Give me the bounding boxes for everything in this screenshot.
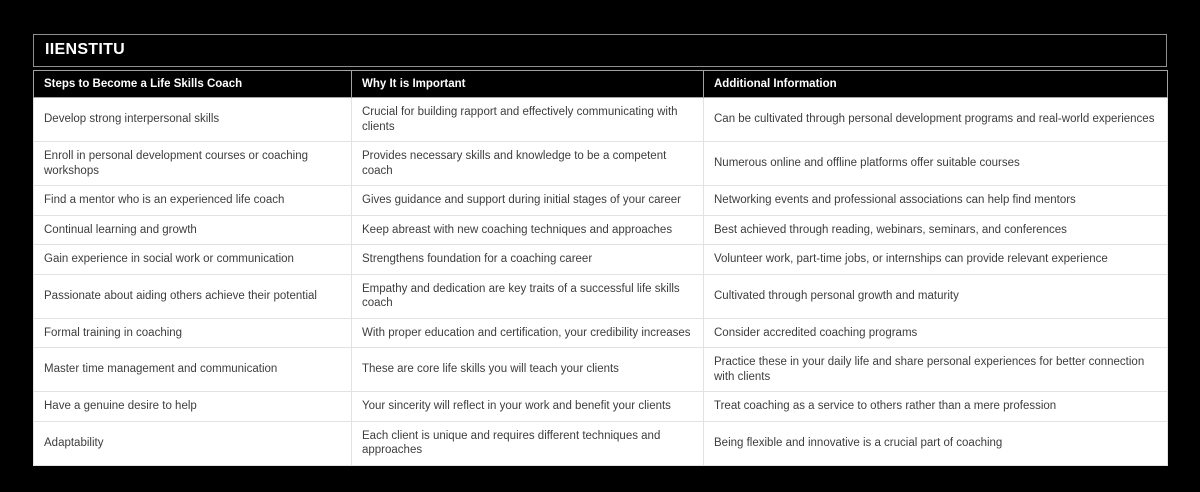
- table-row: [34, 142, 1168, 186]
- column-header-why-important: Why It is Important: [352, 71, 704, 98]
- table-cell: Passionate about aiding others achieve their potential: [34, 274, 352, 318]
- table-cell: Volunteer work, part-time jobs, or internships can provide relevant experience: [704, 245, 1168, 275]
- table-cell: Keep abreast with new coaching techniques and approaches: [352, 215, 704, 245]
- table-row: [34, 215, 1168, 245]
- table-row: [34, 98, 1168, 142]
- table-body: [34, 98, 1168, 466]
- table-row: [34, 348, 1168, 392]
- table-cell: With proper education and certification, your credibility increases: [352, 318, 704, 348]
- table-cell: Each client is unique and requires different techniques and approaches: [352, 421, 704, 465]
- table-row: [34, 186, 1168, 216]
- table-cell: Develop strong interpersonal skills: [34, 98, 352, 142]
- life-skills-coach-table: [33, 70, 1168, 466]
- table-cell: Strengthens foundation for a coaching career: [352, 245, 704, 275]
- table-cell: Provides necessary skills and knowledge to be a competent coach: [352, 142, 704, 186]
- table-cell: Have a genuine desire to help: [34, 392, 352, 422]
- table-cell: Being flexible and innovative is a crucial part of coaching: [704, 421, 1168, 465]
- table-cell: Practice these in your daily life and share personal experiences for better connection with clients: [704, 348, 1168, 392]
- table-card: [33, 34, 1167, 466]
- table-cell: Numerous online and offline platforms offer suitable courses: [704, 142, 1168, 186]
- column-header-steps: Steps to Become a Life Skills Coach: [34, 71, 352, 98]
- table-cell: These are core life skills you will teach your clients: [352, 348, 704, 392]
- table-cell: Cultivated through personal growth and maturity: [704, 274, 1168, 318]
- brand-title: IIENSTITU: [45, 41, 126, 58]
- table-cell: Networking events and professional associations can help find mentors: [704, 186, 1168, 216]
- column-header-additional-info: Additional Information: [704, 71, 1168, 98]
- table-cell: Best achieved through reading, webinars, seminars, and conferences: [704, 215, 1168, 245]
- table-row: [34, 318, 1168, 348]
- table-row: [34, 274, 1168, 318]
- table-cell: Empathy and dedication are key traits of a successful life skills coach: [352, 274, 704, 318]
- table-cell: Crucial for building rapport and effectively communicating with clients: [352, 98, 704, 142]
- table-header-row: [34, 71, 1168, 98]
- table-row: [34, 245, 1168, 275]
- table-cell: Treat coaching as a service to others rather than a mere profession: [704, 392, 1168, 422]
- table-cell: Can be cultivated through personal development programs and real-world experiences: [704, 98, 1168, 142]
- table-cell: Gain experience in social work or communication: [34, 245, 352, 275]
- table-cell: Find a mentor who is an experienced life coach: [34, 186, 352, 216]
- table-cell: Enroll in personal development courses or coaching workshops: [34, 142, 352, 186]
- table-cell: Consider accredited coaching programs: [704, 318, 1168, 348]
- table-cell: Adaptability: [34, 421, 352, 465]
- table-cell: Continual learning and growth: [34, 215, 352, 245]
- table-cell: Master time management and communication: [34, 348, 352, 392]
- table-cell: Gives guidance and support during initial stages of your career: [352, 186, 704, 216]
- table-cell: Your sincerity will reflect in your work and benefit your clients: [352, 392, 704, 422]
- table-row: [34, 421, 1168, 465]
- table-cell: Formal training in coaching: [34, 318, 352, 348]
- table-row: [34, 392, 1168, 422]
- brand-bar: [33, 34, 1167, 67]
